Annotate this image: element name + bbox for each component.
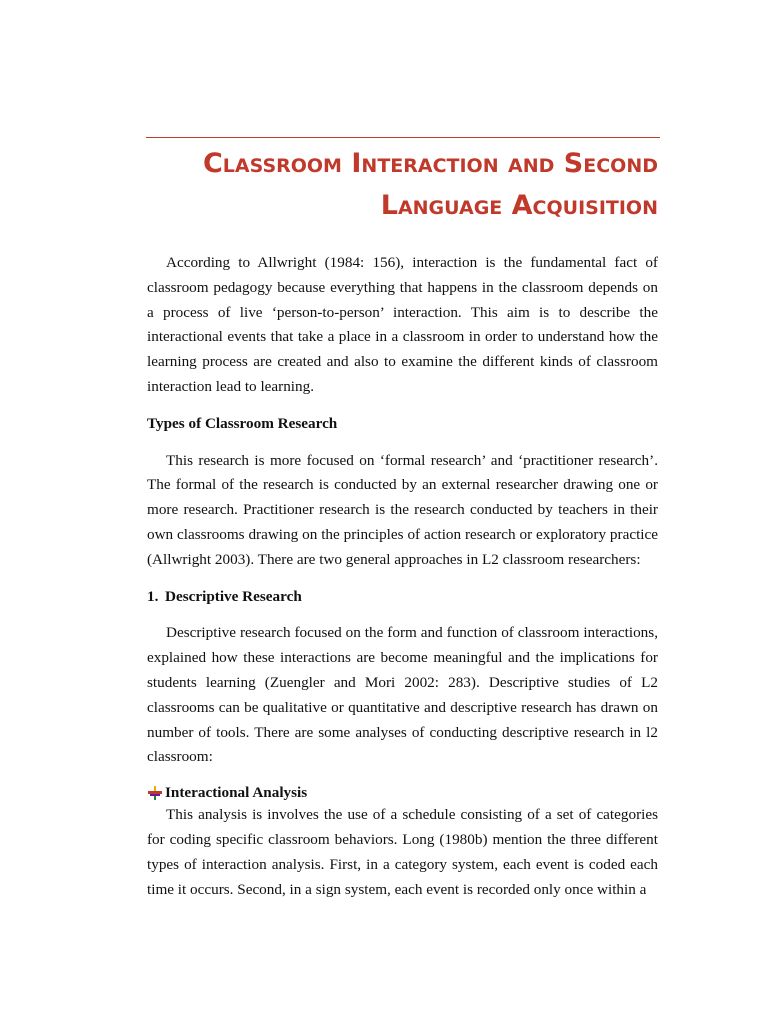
section-heading: Types of Classroom Research [147, 414, 338, 432]
subsection-number: 1. [147, 587, 159, 605]
title-line-1: Classroom Interaction and Second [202, 148, 658, 179]
bullet-paragraph: This analysis is involves the use of a schedule consisting of a set of categories for coding specific classroom behaviors. Long (1980b) mention the three different types of interaction analysis. First, in a category system, each event is coded each time it occurs. Second, in a sign system, each event is recorded only once within a [147, 806, 658, 898]
bullet-heading-row [147, 783, 658, 803]
section-paragraph: This research is more focused on ‘formal research’ and ‘practitioner research’. The formal of the research is conducted by an external researcher drawing one or more research. Practitioner research is the research conducted by teachers in their own classrooms drawing on the principles of action research or exploratory practice (Allwright 2003). There are two general approaches in L2 classroom researchers: [147, 451, 658, 568]
document-title [140, 143, 658, 227]
title-rule [146, 137, 660, 138]
pushpin-bullet-icon [147, 786, 163, 800]
document-body [147, 251, 658, 902]
bullet-heading: Interactional Analysis [165, 784, 308, 802]
subsection-paragraph: Descriptive research focused on the form and function of classroom interactions, explained how these interactions are become meaningful and the implications for students learning (Zuengler and Mori 2002: 283). Descriptive studies of L2 classrooms can be qualitative or quantitative and descriptive research has drawn on number of tools. There are some analyses of conducting descriptive research in l2 classroom: [147, 624, 658, 766]
subsection-heading: Descriptive Research [165, 587, 302, 605]
intro-paragraph: According to Allwright (1984: 156), interaction is the fundamental fact of classroom pedagogy because everything that happens in the classroom depends on a process of live ‘person-to-person’ interaction. This aim is to describe the interactional events that take a place in a classroom in order to understand how the learning process are created and also to examine the different kinds of classroom interaction lead to learning. [147, 254, 658, 395]
title-line-2: Language Acquisition [380, 190, 658, 221]
subsection-heading-row [147, 585, 658, 610]
